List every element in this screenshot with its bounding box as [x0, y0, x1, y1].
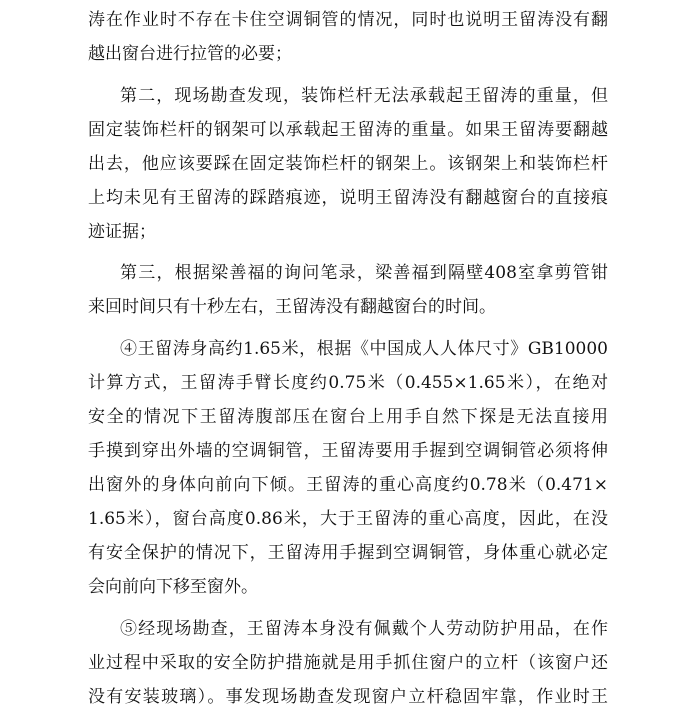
text-line: 来回时间只有十秒左右，王留涛没有翻越窗台的时间。 — [88, 297, 496, 317]
text-line: 没有安装玻璃）。事发现场勘查发现窗户立杆稳固牢靠，作业时王 — [88, 687, 608, 707]
text-line: 业过程中采取的安全防护措施就是用手抓住窗户的立杆（该窗户还 — [88, 653, 608, 673]
text-line: ④王留涛身高约1.65米，根据《中国成人人体尺寸》GB10000 — [120, 339, 608, 359]
text-line: 手摸到穿出外墙的空调铜管，王留涛要用手握到空调铜管必须将伸 — [88, 441, 608, 461]
text-line: 涛在作业时不存在卡住空调铜管的情况，同时也说明王留涛没有翻 — [88, 10, 608, 30]
text-line: 越出窗台进行拉管的必要； — [88, 44, 292, 64]
text-line: 固定装饰栏杆的钢架可以承载起王留涛的重量。如果王留涛要翻越 — [88, 120, 608, 140]
text-line: 出去，他应该要踩在固定装饰栏杆的钢架上。该钢架上和装饰栏杆 — [88, 154, 608, 174]
text-line: 上均未见有王留涛的踩踏痕迹，说明王留涛没有翻越窗台的直接痕 — [88, 188, 608, 208]
text-line: 第三，根据梁善福的询问笔录，梁善福到隔壁408室拿剪管钳 — [120, 263, 608, 283]
text-line: 第二，现场勘查发现，装饰栏杆无法承载起王留涛的重量，但 — [120, 86, 608, 106]
text-line: 计算方式，王留涛手臂长度约0.75米（0.455×1.65米），在绝对 — [88, 373, 608, 393]
text-line: 会向前向下移至窗外。 — [88, 577, 258, 597]
text-line: 出窗外的身体向前向下倾。王留涛的重心高度约0.78米（0.471× — [88, 475, 608, 495]
text-line: ⑤经现场勘查，王留涛本身没有佩戴个人劳动防护用品，在作 — [120, 619, 608, 639]
text-line: 1.65米），窗台高度0.86米，大于王留涛的重心高度，因此，在没 — [88, 509, 608, 529]
text-line: 有安全保护的情况下，王留涛用手握到空调铜管，身体重心就必定 — [88, 543, 608, 563]
text-line: 安全的情况下王留涛腹部压在窗台上用手自然下探是无法直接用 — [88, 407, 608, 427]
text-line: 迹证据； — [88, 222, 156, 242]
